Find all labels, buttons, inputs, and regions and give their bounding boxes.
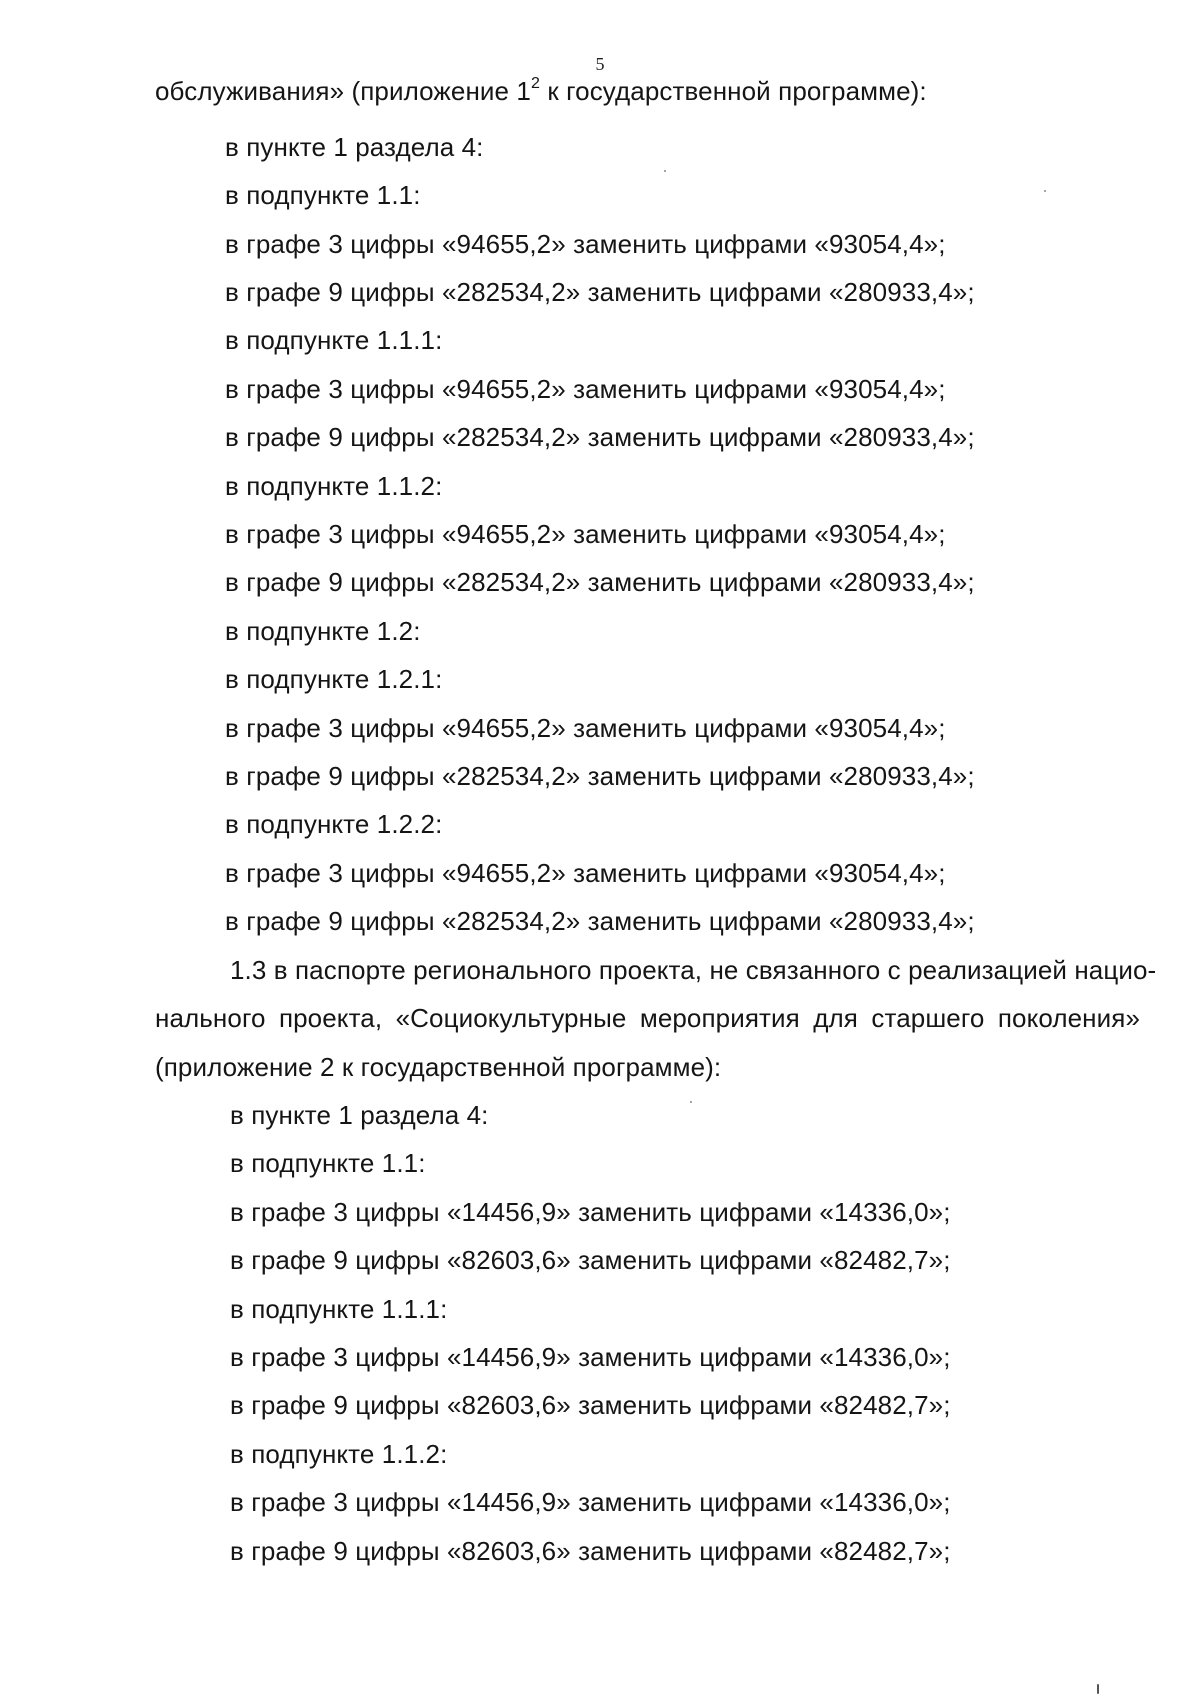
text-line: в пункте 1 раздела 4: bbox=[225, 132, 484, 162]
text-line: в графе 3 цифры «14456,9» заменить цифрами «14336,0»; bbox=[230, 1487, 951, 1517]
page-number: 5 bbox=[595, 54, 605, 74]
text-line: в подпункте 1.1.1: bbox=[230, 1294, 448, 1324]
text-line: в подпункте 1.1.2: bbox=[225, 471, 443, 501]
scan-speck bbox=[664, 170, 666, 172]
text-line: в графе 9 цифры «282534,2» заменить цифрами «280933,4»; bbox=[225, 761, 975, 791]
text-line: в подпункте 1.1: bbox=[225, 180, 421, 210]
scan-speck bbox=[1044, 190, 1046, 192]
text-line: в графе 3 цифры «94655,2» заменить цифрами «93054,4»; bbox=[225, 858, 946, 888]
paragraph-line: (приложение 2 к государственной программе): bbox=[155, 1052, 722, 1082]
text-line: в подпункте 1.2.1: bbox=[225, 664, 443, 694]
text-line: в графе 3 цифры «94655,2» заменить цифрами «93054,4»; bbox=[225, 229, 946, 259]
text-line: в графе 3 цифры «94655,2» заменить цифрами «93054,4»; bbox=[225, 519, 946, 549]
text-line: в подпункте 1.2: bbox=[225, 616, 421, 646]
text-line: в графе 9 цифры «282534,2» заменить цифрами «280933,4»; bbox=[225, 567, 975, 597]
text-line: в графе 3 цифры «94655,2» заменить цифрами «93054,4»; bbox=[225, 374, 946, 404]
text-line: в графе 9 цифры «282534,2» заменить цифрами «280933,4»; bbox=[225, 906, 975, 936]
text-line-part: обслуживания» (приложение 1 bbox=[155, 76, 531, 106]
text-line bbox=[155, 76, 927, 106]
text-line-part: к государственной программе): bbox=[540, 76, 927, 106]
text-line: в подпункте 1.1.2: bbox=[230, 1439, 448, 1469]
text-line: в графе 3 цифры «14456,9» заменить цифрами «14336,0»; bbox=[230, 1197, 951, 1227]
text-line: в графе 9 цифры «282534,2» заменить цифрами «280933,4»; bbox=[225, 277, 975, 307]
text-line: в подпункте 1.2.2: bbox=[225, 809, 443, 839]
text-line: в графе 3 цифры «94655,2» заменить цифрами «93054,4»; bbox=[225, 713, 946, 743]
text-line: в графе 9 цифры «82603,6» заменить цифрами «82482,7»; bbox=[230, 1536, 951, 1566]
text-line: в графе 9 цифры «82603,6» заменить цифрами «82482,7»; bbox=[230, 1390, 951, 1420]
paragraph-line: нального проекта, «Социокультурные мероприятия для старшего поколения» bbox=[155, 1003, 1140, 1033]
text-line: в пункте 1 раздела 4: bbox=[230, 1100, 489, 1130]
text-line: в подпункте 1.1.1: bbox=[225, 325, 443, 355]
text-line: в подпункте 1.1: bbox=[230, 1148, 426, 1178]
paragraph-line: 1.3 в паспорте регионального проекта, не связанного с реализацией нацио- bbox=[230, 955, 1157, 985]
scan-speck bbox=[690, 1101, 692, 1103]
text-line: в графе 3 цифры «14456,9» заменить цифрами «14336,0»; bbox=[230, 1342, 951, 1372]
text-line: в графе 9 цифры «282534,2» заменить цифрами «280933,4»; bbox=[225, 422, 975, 452]
text-line: в графе 9 цифры «82603,6» заменить цифрами «82482,7»; bbox=[230, 1245, 951, 1275]
superscript: 2 bbox=[531, 75, 540, 93]
scan-speck bbox=[1097, 1684, 1099, 1694]
